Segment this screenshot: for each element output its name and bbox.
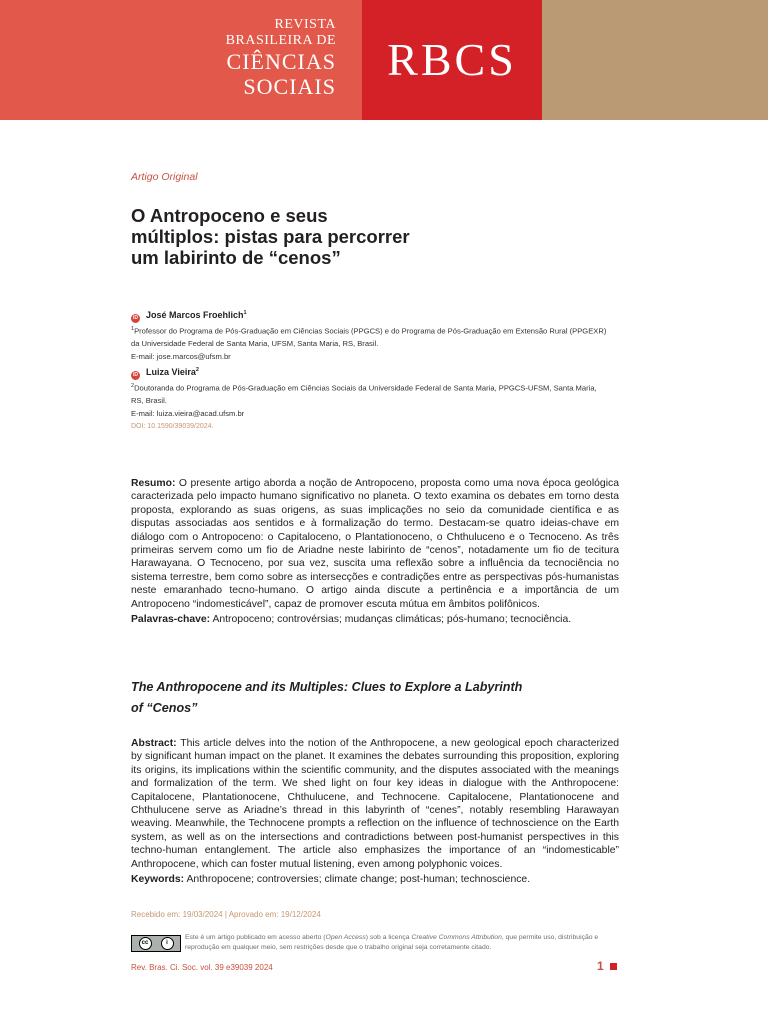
resumo-text: O presente artigo aborda a noção de Antropoceno, proposta como uma nova época geológica caracterizada pelo impacto humano significativo no planeta. O texto examina os debates em torno desta proposta, explorando as suas origens, as suas implicações no seio da comunidade científica e as disputas associadas aos sentidos e à formalização do termo. Destacam-se quatro ideias-chave em diálogo com o Antropoceno: o Capitaloceno, o Plantationoceno, o Chthuluceno e o Tecnoceno. As três primeiras servem como um fio de Ariadne neste labirinto de “cenos”, notadamente um fio de tecitura Harawayana. O Tecnoceno, por sua vez, suscita uma reflexão sobre a influência da tecnociência no sistema terrestre, bem como sobre as intersecções e contradições entre as perspectivas pós-humanistas neste emaranhado tecno-humano. O artigo ainda discute a pertinência e a importância de um Antropoceno “indomesticável”, capaz de promover escuta mútua em âmbitos polifônicos. bbox=[131, 478, 619, 610]
resumo-paragraph bbox=[131, 477, 619, 611]
author-name-row bbox=[131, 307, 611, 323]
palavras-chave-text: Antropoceno; controvérsias; mudanças climáticas; pós-humano; tecnociência. bbox=[210, 614, 572, 626]
keywords-label: Keywords: bbox=[131, 874, 185, 886]
cc-by-badge-icon[interactable] bbox=[131, 935, 181, 952]
english-title: The Anthropocene and its Multiples: Clues to Explore a Labyrinth of “Cenos” bbox=[131, 680, 523, 715]
section-label: Artigo Original bbox=[131, 171, 198, 183]
journal-name-line1: REVISTA bbox=[274, 17, 336, 32]
creative-commons-link[interactable]: Creative Commons Attribution bbox=[411, 934, 502, 941]
author-name-row bbox=[131, 364, 611, 380]
author-block-2 bbox=[131, 364, 611, 420]
license-block bbox=[131, 933, 621, 957]
orcid-icon[interactable]: iD bbox=[133, 315, 138, 321]
header-left-panel bbox=[0, 0, 362, 120]
author-block-1 bbox=[131, 307, 611, 363]
journal-name-line2: BRASILEIRA DE bbox=[225, 33, 336, 48]
resumo-label: Resumo: bbox=[131, 478, 176, 489]
keywords-text: Anthropocene; controversies; climate change; post-human; technoscience. bbox=[184, 874, 531, 886]
page-marker-square bbox=[610, 963, 617, 970]
abstract-section bbox=[131, 737, 619, 886]
author-name[interactable]: José Marcos Froehlich bbox=[146, 310, 244, 320]
abstract-paragraph bbox=[131, 737, 619, 871]
author-email[interactable]: E-mail: luiza.vieira@acad.ufsm.br bbox=[131, 408, 245, 418]
author-sup: 2 bbox=[195, 367, 199, 373]
author-name[interactable]: Luiza Vieira bbox=[146, 367, 196, 377]
palavras-chave-paragraph bbox=[131, 613, 619, 626]
cc-icon: cc bbox=[139, 937, 152, 950]
license-text: Este é um artigo publicado em acesso aberto (Open Access) sob a licença Creative Commons Attribution, que permite uso, distribuição e reprodução em qualquer meio, sem restrições desde que o trabalho original seja corretamente citado. bbox=[185, 934, 599, 951]
orcid-icon[interactable]: iD bbox=[133, 372, 138, 378]
journal-name-line3: CIÊNCIAS bbox=[226, 49, 336, 74]
palavras-chave-label: Palavras-chave: bbox=[131, 614, 211, 626]
author-affiliation: $^1$Professor do Programa de Pós-Graduação em Ciências Sociais (PPGCS) e do Programa de Pós-Graduação em Extensão Rural (PPGEXR) da Universidade Federal de Santa Maria, UFSM, Santa Maria, RS, Brasil. bbox=[131, 326, 607, 349]
header-acronym-panel bbox=[362, 0, 542, 120]
footer-citation: Rev. Bras. Ci. Soc. vol. 39 e39039 2024 bbox=[131, 963, 273, 972]
journal-name bbox=[226, 17, 336, 99]
journal-name-line4: SOCIAIS bbox=[243, 74, 336, 99]
abstract-label: Abstract: bbox=[131, 738, 177, 749]
author-sup: 1 bbox=[243, 310, 247, 316]
doi-link[interactable]: DOI: 10.1590/39039/2024. bbox=[131, 423, 214, 430]
abstract-text: This article delves into the notion of the Anthropocene, a new geological epoch characterized by significant human impact on the planet. It examines the debates surrounding this proposition, exploring its origins, its implications within the scientific community, and the disputes associated with the meanings and formalization of the term. We shed light on four key ideas in dialogue with the Anthropocene: Capitalocene, Plantationocene, Chthulucene, and Technocene. Capitalocene, Plantationocene and Chthulucene serve as Ariadne’s thread in this labyrinth of “cenes”, notably resembling Harawayan weaving. Meanwhile, the Technocene prompts a reflection on the influence of technoscience on the Earth system, as well as on the intersections and contradictions between post-humanist perspectives in this techno-human entanglement. The article also emphasizes the importance of an “indomesticable” Anthropocene, which can foster mutual listening, even among polyphonic voices. bbox=[131, 738, 619, 870]
journal-acronym: RBCS bbox=[387, 34, 517, 85]
open-access-link[interactable]: Open Access bbox=[325, 934, 366, 941]
by-icon: i bbox=[161, 937, 174, 950]
header-right-panel bbox=[542, 0, 768, 120]
resumo-section bbox=[131, 477, 619, 626]
page-number: 1 bbox=[597, 959, 604, 973]
article-title: O Antropoceno e seus múltiplos: pistas para percorrer um labirinto de “cenos” bbox=[131, 205, 410, 268]
author-affiliation: $^2$Doutoranda do Programa de Pós-Graduação em Ciências Sociais da Universidade Federal de Santa Maria, PPGCS-UFSM, Santa Maria, RS, Brasil. bbox=[131, 383, 597, 406]
submission-dates: Recebido em: 19/03/2024 | Aprovado em: 19/12/2024 bbox=[131, 910, 321, 919]
author-email[interactable]: E-mail: jose.marcos@ufsm.br bbox=[131, 351, 231, 361]
keywords-paragraph bbox=[131, 873, 619, 886]
journal-header bbox=[0, 0, 768, 120]
